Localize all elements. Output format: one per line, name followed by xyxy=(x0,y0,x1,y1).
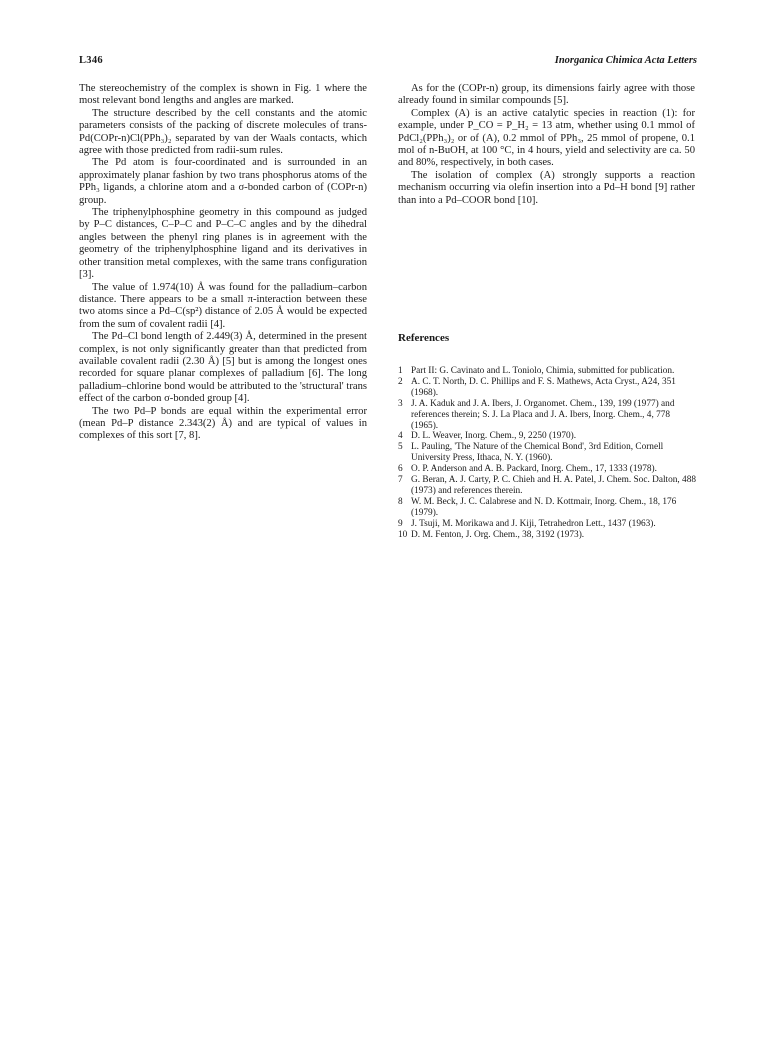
reference-text: D. M. Fenton, J. Org. Chem., 38, 3192 (1973). xyxy=(411,529,585,540)
reference-text: O. P. Anderson and A. B. Packard, Inorg. Chem., 17, 1333 (1978). xyxy=(411,464,657,475)
references-heading: References xyxy=(398,332,450,344)
reference-number: 8 xyxy=(398,496,403,507)
paragraph: The Pd atom is four-coordinated and is surrounded in an approximately planar fashion by two trans phosphorus atoms of the PPh₃ ligands, a chlorine atom and a σ-bonded carbon of (COPr-n) group. xyxy=(79,157,367,206)
reference-item xyxy=(398,377,698,399)
paragraph: The value of 1.974(10) Å was found for the palladium–carbon distance. There appears to be a small π-interaction between these two atoms since a Pd–C(sp²) distance of 2.05 Å would be expected from the sum of covalent radii [4]. xyxy=(79,281,367,330)
right-column xyxy=(398,83,695,207)
reference-text: J. Tsuji, M. Morikawa and J. Kiji, Tetrahedron Lett., 1437 (1963). xyxy=(411,518,656,529)
page-header xyxy=(79,55,697,71)
paragraph: Complex (A) is an active catalytic species in reaction (1): for example, under P_CO = P_H₂ = 13 atm, whether using 0.1 mmol of PdCl₂(PPh₃)₂ or of (A), 0.2 mmol of PPh₃, 25 mmol of propene, 0.1 mol of n-BuOH, at 100 °C, in 4 hours, yield and selectivity are ca. 50 and 80%, respectively, in both cases. xyxy=(398,107,695,169)
journal-title: Inorganica Chimica Acta Letters xyxy=(554,55,697,66)
reference-text: L. Pauling, 'The Nature of the Chemical Bond', 3rd Edition, Cornell University Press, Ithaca, N. Y. (1960). xyxy=(411,442,664,464)
page-number: L346 xyxy=(79,55,103,66)
reference-item xyxy=(398,366,698,377)
reference-number: 2 xyxy=(398,376,403,387)
reference-text: G. Beran, A. J. Carty, P. C. Chieh and H. A. Patel, J. Chem. Soc. Dalton, 488 (1973) and references therein. xyxy=(411,475,697,496)
paragraph: The two Pd–P bonds are equal within the experimental error (mean Pd–P distance 2.343(2) Å) and are typical of values in complexes of this sort [7, 8]. xyxy=(79,405,367,442)
reference-number: 7 xyxy=(398,475,403,486)
reference-number: 5 xyxy=(398,442,403,453)
paragraph: The structure described by the cell constants and the atomic parameters consists of the packing of discrete molecules of trans-Pd(COPr-n)Cl(PPh₃)₂ separated by van der Waals contacts, which agree with those predicted from radii-sum rules. xyxy=(79,107,367,157)
reference-item xyxy=(398,530,698,541)
reference-number: 1 xyxy=(398,366,403,376)
reference-item xyxy=(398,475,698,497)
reference-item xyxy=(398,464,698,475)
paragraph: The triphenylphosphine geometry in this compound as judged by P–C distances, C–P–C and P–C–C angles and by the dihedral angles between the phenyl ring planes is in agreement with the geometry of the triphenylphosphine ligand and its derivatives in other transition metal complexes, with the same trans configuration [3]. xyxy=(79,207,367,281)
paragraph: The isolation of complex (A) strongly supports a reaction mechanism occurring via olefin insertion into a Pd–H bond [9] rather than into a Pd–COOR bond [10]. xyxy=(398,169,695,206)
reference-list xyxy=(398,366,698,541)
paragraph: As for the (COPr-n) group, its dimensions fairly agree with those already found in similar compounds [5]. xyxy=(398,83,695,107)
reference-number: 4 xyxy=(398,431,403,442)
reference-item xyxy=(398,442,698,464)
reference-item xyxy=(398,519,698,530)
reference-item xyxy=(398,497,698,519)
reference-text: A. C. T. North, D. C. Phillips and F. S. Mathews, Acta Cryst., A24, 351 (1968). xyxy=(411,376,676,398)
reference-number: 3 xyxy=(398,398,403,409)
paragraph: The Pd–Cl bond length of 2.449(3) Å, determined in the present complex, is not only significantly greater than that predicted from available covalent radii (2.30 Å) [5] but is among the longest ones recorded for square planar complexes of palladium [6]. The long palladium–chlorine bond would be attributed to the 'structural' trans effect of the carbon σ-bonded group [4]. xyxy=(79,331,367,405)
left-column xyxy=(79,83,367,443)
reference-text: D. L. Weaver, Inorg. Chem., 9, 2250 (1970). xyxy=(411,431,577,442)
reference-text: Part II: G. Cavinato and L. Toniolo, Chimia, submitted for publication. xyxy=(411,366,675,376)
reference-number: 9 xyxy=(398,518,403,529)
reference-item xyxy=(398,431,698,442)
paragraph: The stereochemistry of the complex is shown in Fig. 1 where the most relevant bond lengths and angles are marked. xyxy=(79,83,367,107)
reference-text: W. M. Beck, J. C. Calabrese and N. D. Kottmair, Inorg. Chem., 18, 176 (1979). xyxy=(411,496,677,518)
reference-item xyxy=(398,399,698,432)
reference-number: 10 xyxy=(398,529,408,540)
reference-number: 6 xyxy=(398,464,403,475)
reference-text: J. A. Kaduk and J. A. Ibers, J. Organomet. Chem., 139, 199 (1977) and references therein; S. J. La Placa and J. A. Ibers, Inorg. Chem., 4, 778 (1965). xyxy=(411,398,675,431)
